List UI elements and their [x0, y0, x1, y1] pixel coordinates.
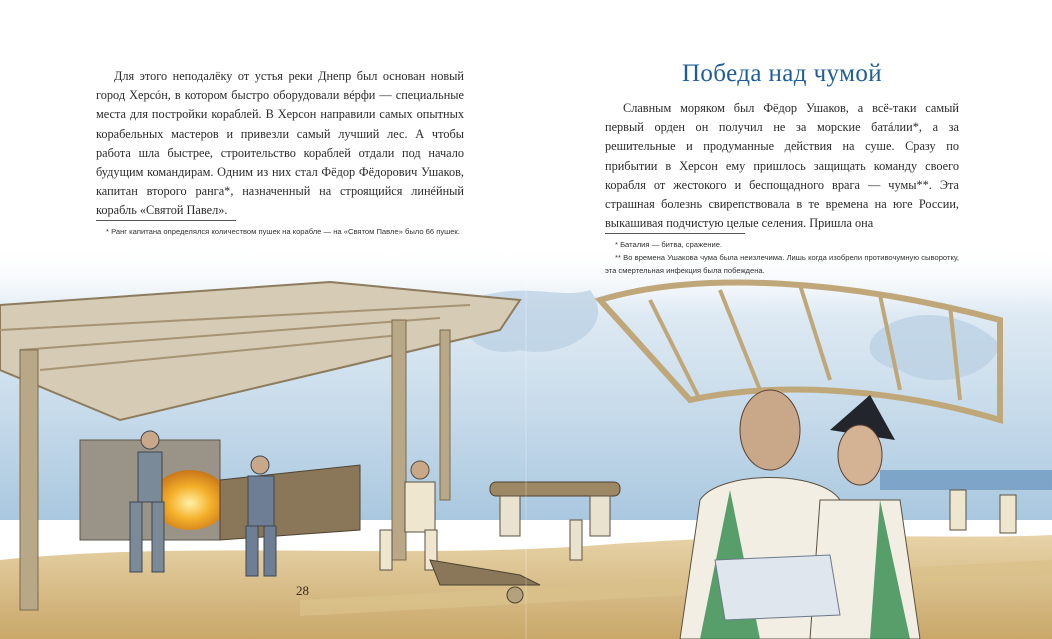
left-paragraph: Для этого неподалёку от устья реки Днепр был основан новый город Херсóн, в котором быстро оборудовали вéрфи — специальные места для постройки кораблей. В Херсон направили самых опытных корабельных мастеров и привезли самый лучший лес. А чтобы работа шла быстрее, строительство кораблей отдали под начало будущим командирам. Одним из них стал Фёдор Фёдорович Ушаков, капитан второго ранга*, назначенный на строящийся линéйный корабль «Святой Павел». [96, 69, 464, 218]
left-footnote [96, 225, 464, 238]
sea [880, 470, 1052, 490]
left-body-text [96, 67, 464, 221]
scrolls [715, 555, 840, 620]
shed-post [20, 350, 38, 610]
left-footnote-text: * Ранг капитана определялся количеством пушек на корабле — на «Святом Павле» было 66 пушек. [106, 227, 460, 236]
right-body-text [605, 99, 959, 233]
page-number: 28 [296, 583, 309, 598]
right-footnote-1: * Баталия — битва, сражение. [615, 240, 723, 249]
chapter-title: Победа над чумой [681, 60, 883, 87]
right-footnote-2: ** Во времена Ушакова чума была неизлечима. Лишь когда изобрели противочумную сыворотку, эта смертельная инфекция была побеждена. [605, 253, 959, 275]
shed-post [392, 320, 406, 560]
right-paragraph: Славным моряком был Фёдор Ушаков, а всё-таки самый первый орден он получил не за морские батáлии*, а за решительные и продуманные действия на суше. Сразу по прибытии в Херсон ему пришлось защищать команду своего корабля от жестокого и беспощадного врага — чумы**. Эта страшная болезнь свирепствовала в те времена на юге России, выкашивая подчистую целые селения. Пришла она [605, 101, 959, 231]
shed-post [440, 330, 450, 500]
left-footnote-rule [96, 220, 236, 221]
right-footnote-rule [605, 233, 745, 234]
log [490, 482, 620, 496]
right-footnotes [605, 238, 959, 277]
